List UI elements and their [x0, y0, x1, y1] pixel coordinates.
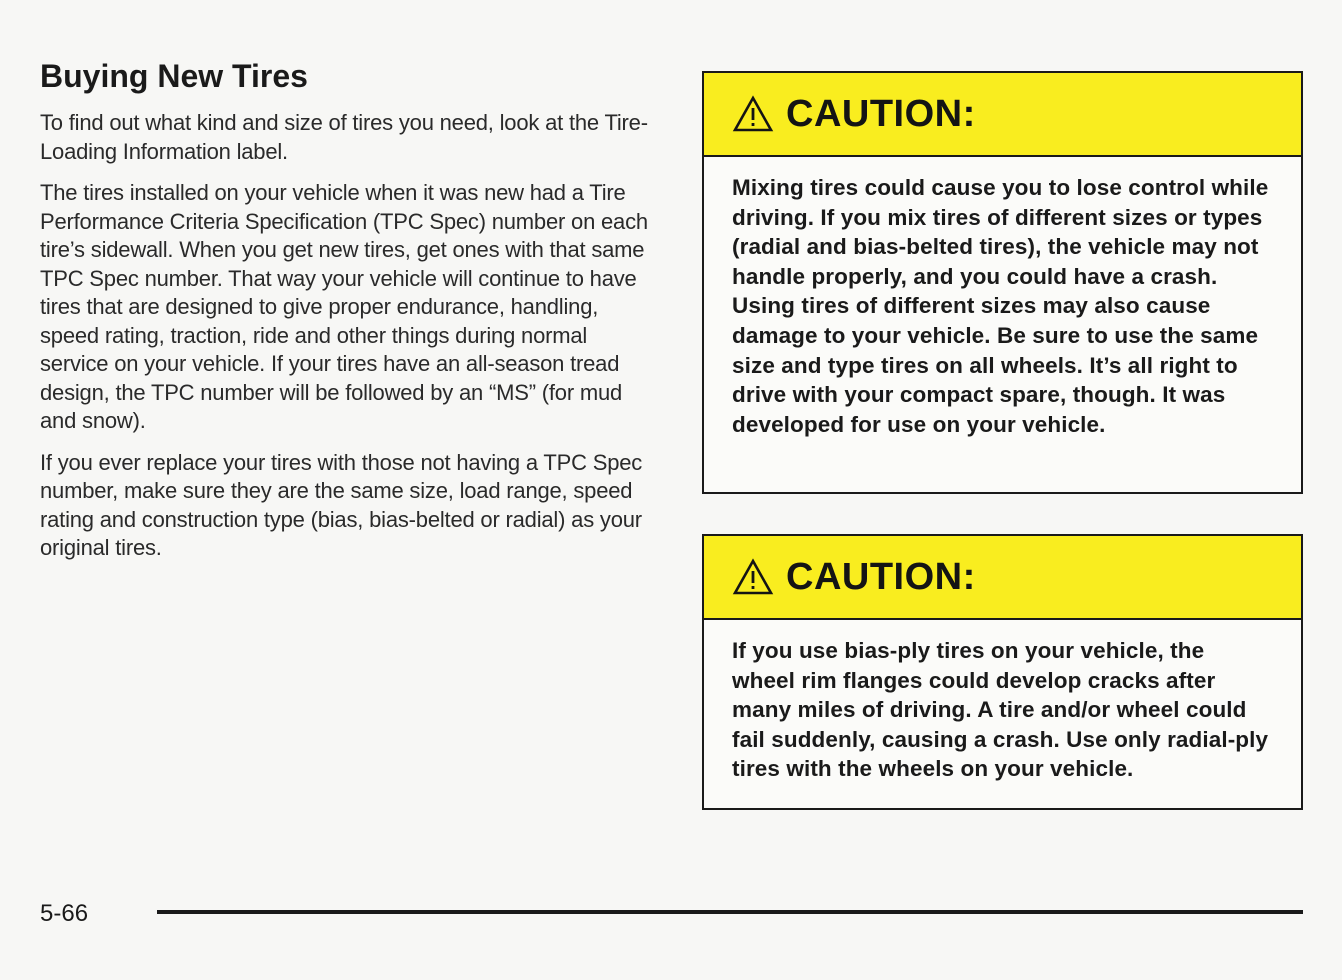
- caution-header: [704, 536, 1301, 620]
- paragraph-tire-label: To find out what kind and size of tires you need, look at the Tire-Loading Information label.: [40, 110, 648, 164]
- caution-text: Mixing tires could cause you to lose control while driving. If you mix tires of different sizes or types (radial and bias-belted tires), the vehicle may not handle properly, and you could have a crash. Using tires of different sizes may also cause damage to your vehicle. Be sure to use the same size and type tires on all wheels. It’s all right to drive with your compact spare, though. It was developed for use on your vehicle.: [732, 175, 1269, 437]
- page-number: 5-66: [40, 900, 89, 927]
- footer-divider: [157, 910, 1303, 914]
- left-column: [40, 58, 660, 576]
- paragraph-tpc-spec: The tires installed on your vehicle when it was new had a Tire Performance Criteria Specification (TPC Spec) number on each tire’s sidewall. When you get new tires, get ones with that same TPC Spec number. That way your vehicle will continue to have tires that are designed to give proper endurance, handling, speed rating, traction, ride and other things during normal service on your vehicle. If your tires have an all-season tread design, the TPC number will be followed by an “MS” (for mud and snow).: [40, 180, 648, 433]
- caution-title: CAUTION:: [786, 555, 976, 598]
- caution-box-bias-ply: [702, 534, 1303, 810]
- caution-text: If you use bias-ply tires on your vehicle, the wheel rim flanges could develop cracks after many miles of driving. A tire and/or wheel could fail suddenly, causing a crash. Use only radial-ply tires with the wheels on your vehicle.: [732, 638, 1269, 782]
- caution-title: CAUTION:: [786, 92, 976, 135]
- caution-box-mixing-tires: [702, 71, 1303, 494]
- warning-triangle-icon: [732, 558, 774, 596]
- caution-header: [704, 73, 1301, 157]
- warning-triangle-icon: [732, 95, 774, 133]
- section-title: Buying New Tires: [40, 58, 308, 94]
- paragraph-replacement: If you ever replace your tires with those not having a TPC Spec number, make sure they are the same size, load range, speed rating and construction type (bias, bias-belted or radial) as your original tires.: [40, 449, 643, 560]
